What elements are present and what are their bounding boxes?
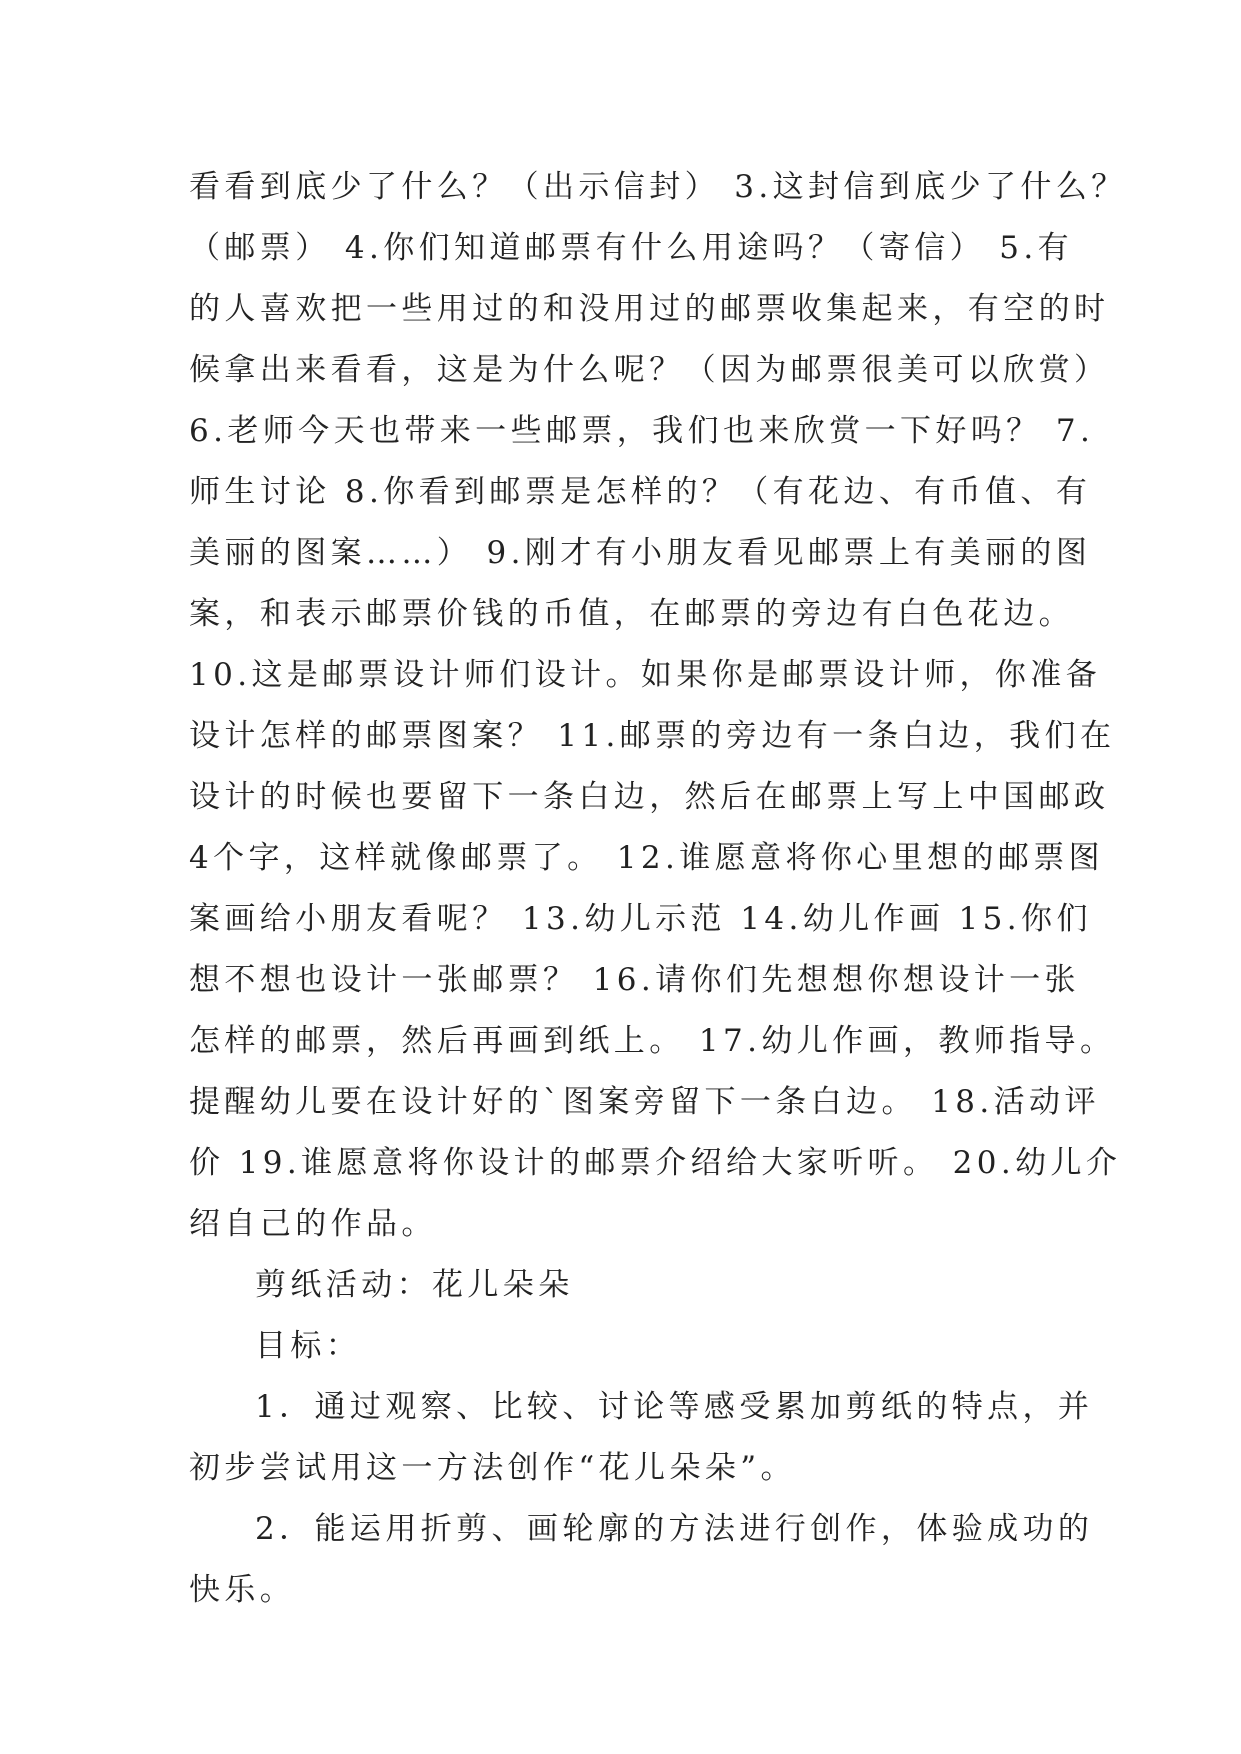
subheading-goals: 目标： [255,1328,362,1364]
goal-item-2: 2．能运用折剪、画轮廓的方法进行创作，体验成功的 [255,1511,1094,1547]
document-body [189,157,1127,1621]
text-line: 案，和表示邮票价钱的币值，在邮票的旁边有白色花边。 [189,596,1074,632]
text-line: 绍自己的作品。 [189,1206,437,1242]
text-line: （邮票） 4.你们知道邮票有什么用途吗？（寄信） 5.有 [189,230,1074,266]
text-line: 师生讨论 8.你看到邮票是怎样的？（有花边、有币值、有 [189,474,1092,510]
text-line: 快乐。 [189,1572,296,1608]
text-line: 怎样的邮票，然后再画到纸上。 17.幼儿作画，教师指导。 [189,1023,1116,1059]
text-line: 设计怎样的邮票图案？ 11.邮票的旁边有一条白边，我们在 [189,718,1116,754]
section-heading: 剪纸活动：花儿朵朵 [255,1267,574,1303]
text-line: 看看到底少了什么？（出示信封） 3.这封信到底少了什么？ [189,169,1127,205]
text-line: 提醒幼儿要在设计好的`图案旁留下一条白边。 18.活动评 [189,1084,1100,1120]
text-line: 10.这是邮票设计师们设计。如果你是邮票设计师，你准备 [189,657,1102,693]
text-line: 初步尝试用这一方法创作“花儿朵朵”。 [189,1450,796,1486]
goal-item-1: 1．通过观察、比较、讨论等感受累加剪纸的特点，并 [255,1389,1094,1425]
text-line: 的人喜欢把一些用过的和没用过的邮票收集起来，有空的时 [189,291,1110,327]
text-line: 设计的时候也要留下一条白边，然后在邮票上写上中国邮政 [189,779,1110,815]
text-line: 想不想也设计一张邮票？ 16.请你们先想想你想设计一张 [189,962,1080,998]
text-line: 价 19.谁愿意将你设计的邮票介绍给大家听听。 20.幼儿介 [189,1145,1122,1181]
text-line: 案画给小朋友看呢？ 13.幼儿示范 14.幼儿作画 15.你们 [189,901,1092,937]
text-line: 4个字，这样就像邮票了。 12.谁愿意将你心里想的邮票图 [189,840,1105,876]
text-line: 候拿出来看看，这是为什么呢？（因为邮票很美可以欣赏） [189,352,1110,388]
text-line: 6.老师今天也带来一些邮票，我们也来欣赏一下好吗？ 7. [189,413,1095,449]
text-line: 美丽的图案……） 9.刚才有小朋友看见邮票上有美丽的图 [189,535,1092,571]
